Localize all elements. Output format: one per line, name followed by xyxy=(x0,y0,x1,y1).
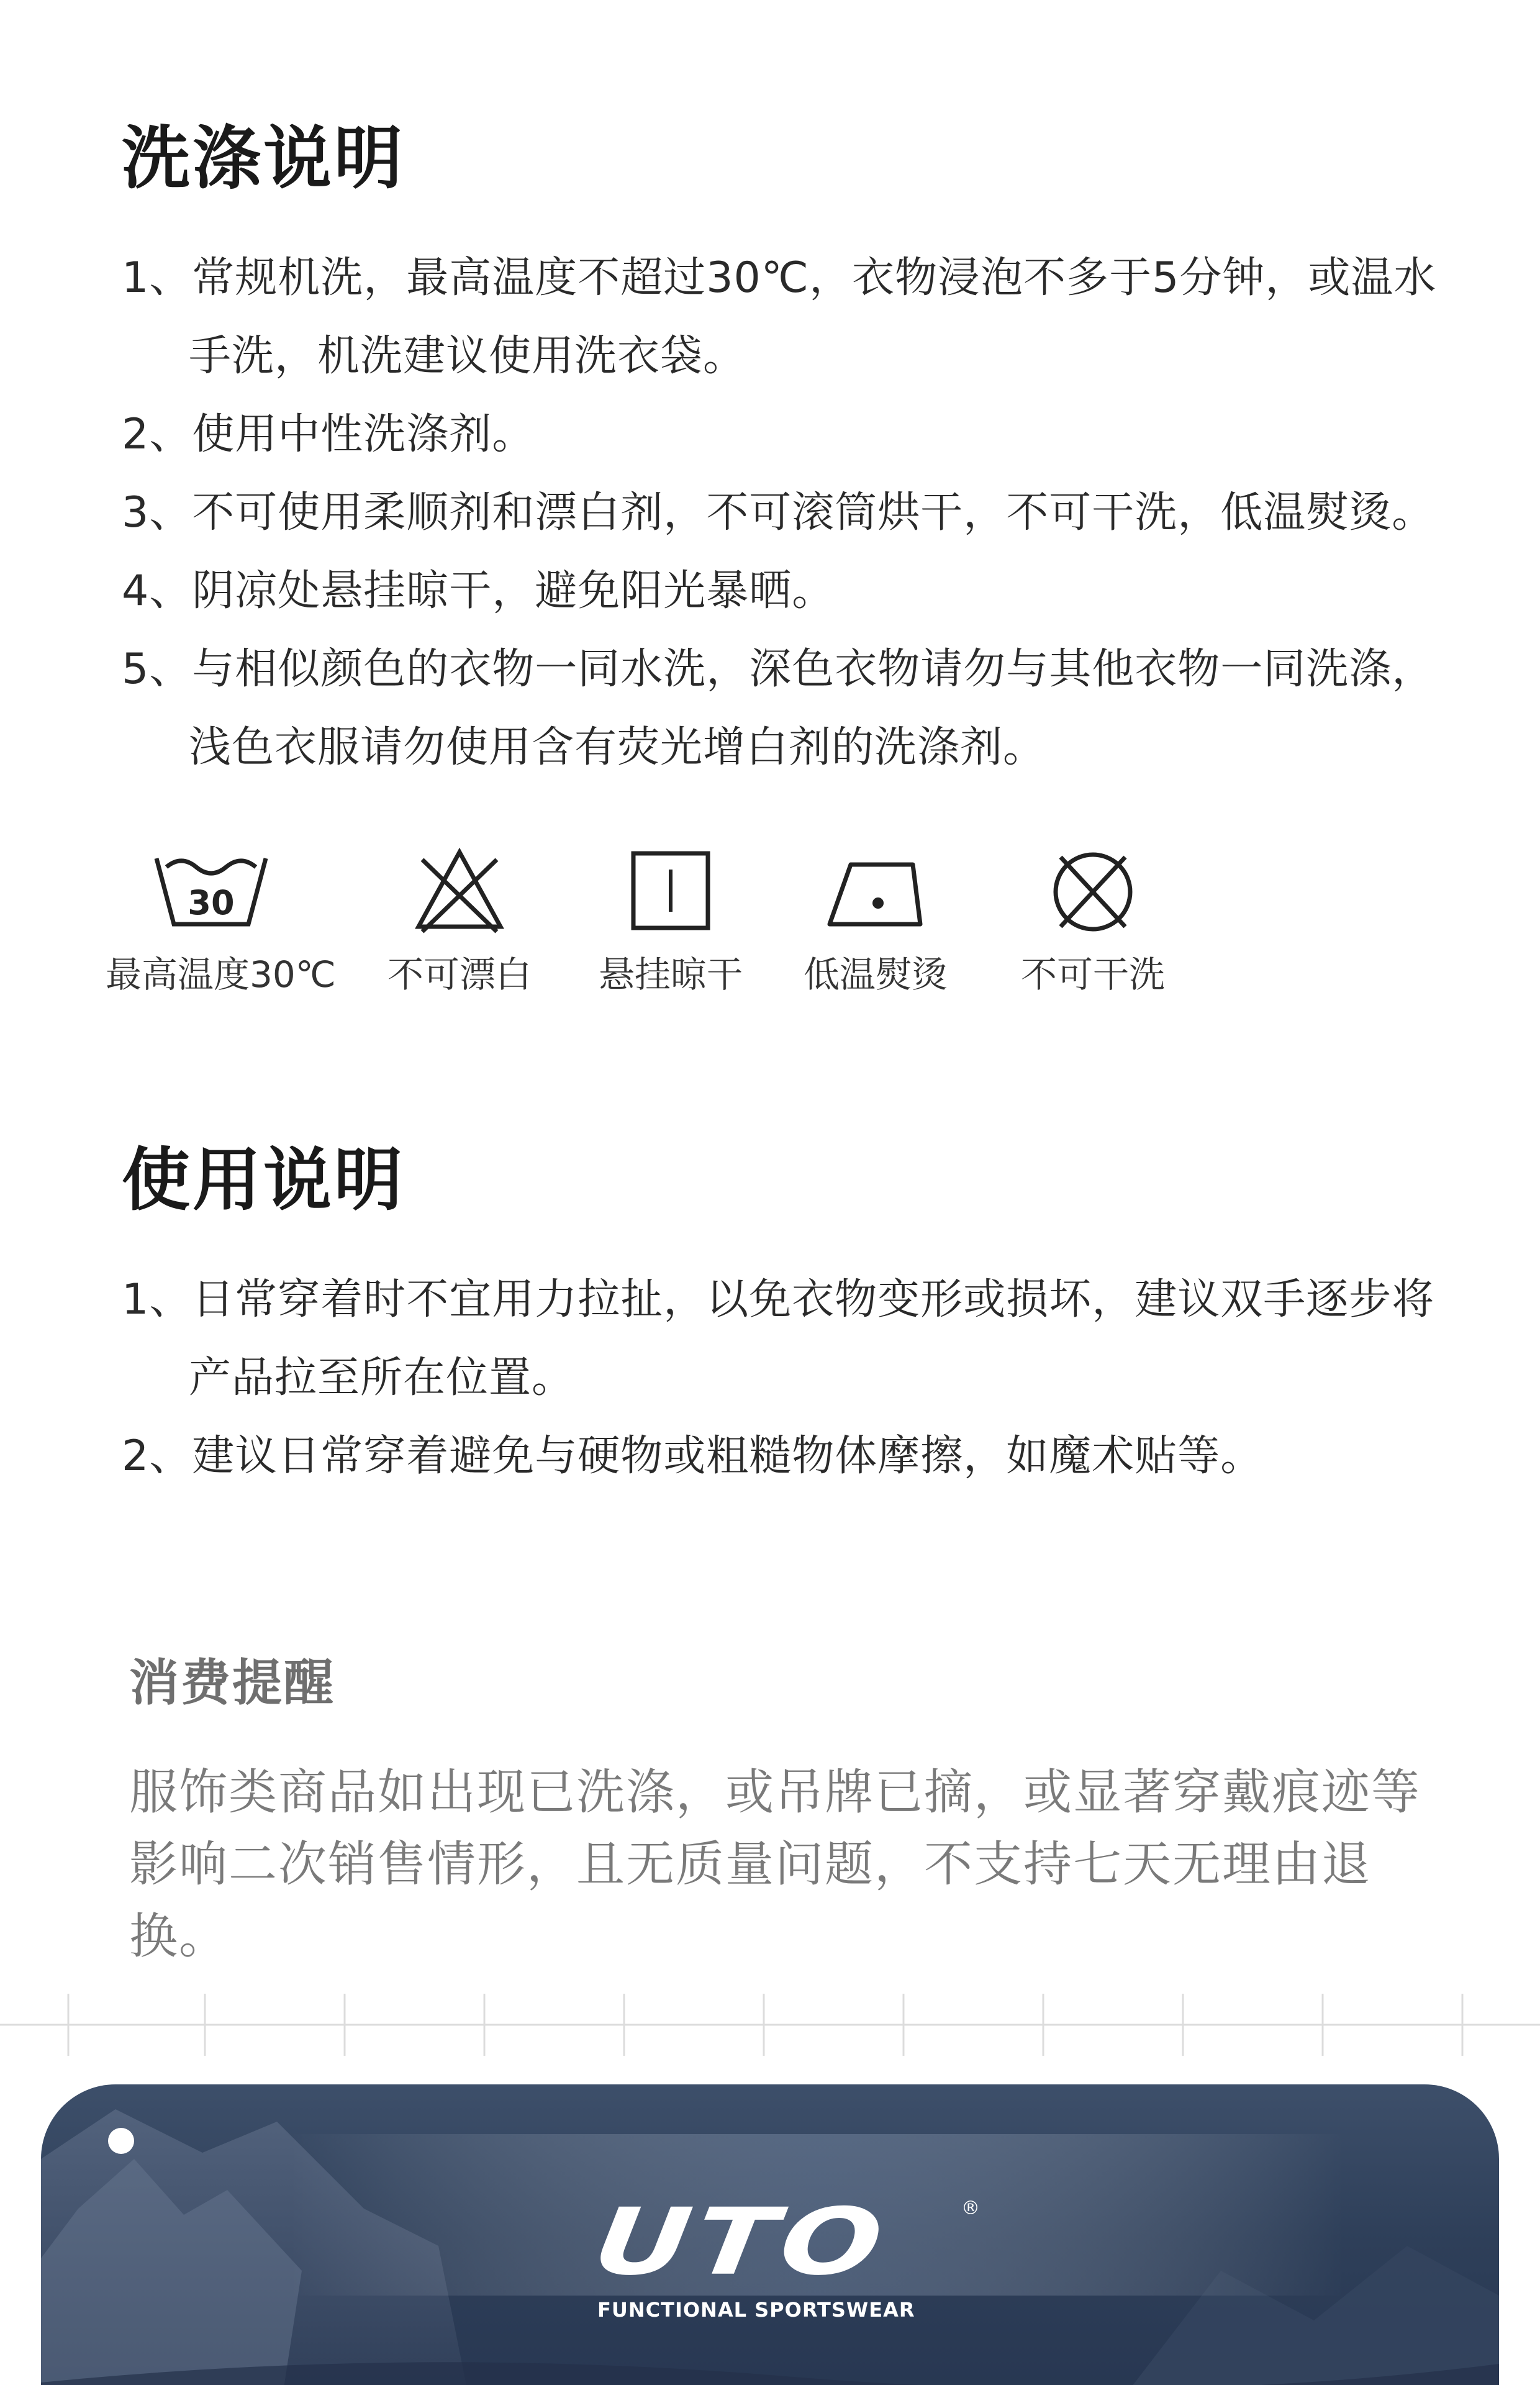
washing-instructions-list xyxy=(122,239,1457,787)
notice-text: 服饰类商品如出现已洗涤，或吊牌已摘，或显著穿戴痕迹等影响二次销售情形，且无质量问题，不支持七天无理由退换。 xyxy=(129,1765,1421,1965)
brand-tagline: FUNCTIONAL SPORTSWEAR xyxy=(597,2298,915,2322)
care-symbol-line-dry xyxy=(565,845,776,1031)
care-symbol-no-dry-clean xyxy=(987,845,1198,1031)
decorative-grid-strip xyxy=(0,1981,1540,2099)
care-label-low-iron: 低温熨烫 xyxy=(803,953,948,996)
registered-mark: ® xyxy=(961,2197,980,2219)
notice-title: 消费提醒 xyxy=(129,1654,335,1712)
brand-logo-text: UTO xyxy=(587,2188,894,2296)
no-dry-clean-icon xyxy=(1031,845,1155,938)
washing-instruction-item: 3、不可使用柔顺剂和漂白剂，不可滚筒烘干，不可干洗，低温熨烫。 xyxy=(122,488,1435,537)
brand-banner xyxy=(41,2084,1499,2385)
wash-temperature-number: 30 xyxy=(188,883,235,922)
usage-instruction-item: 1、日常穿着时不宜用力拉扯，以免衣物变形或损坏，建议双手逐步将产品拉至所在位置。 xyxy=(122,1275,1435,1402)
care-label-no-bleach: 不可漂白 xyxy=(387,953,532,996)
care-symbol-no-bleach xyxy=(354,845,565,1031)
banner-dot xyxy=(108,2128,134,2154)
washing-instruction-item: 5、与相似颜色的衣物一同水洗，深色衣物请勿与其他衣物一同洗涤，浅色衣服请勿使用含有荧光增白剂的洗涤剂。 xyxy=(122,645,1435,772)
care-label-line-dry: 悬挂晾干 xyxy=(598,953,743,996)
wash-30-icon xyxy=(149,845,273,938)
care-symbol-low-iron xyxy=(770,845,981,1031)
washing-section-title: 洗涤说明 xyxy=(122,119,405,198)
washing-instruction-item: 4、阴凉处悬挂晾干，避免阳光暴晒。 xyxy=(122,566,835,616)
usage-section-title: 使用说明 xyxy=(122,1140,405,1220)
washing-instruction-item: 2、使用中性洗涤剂。 xyxy=(122,410,535,459)
care-symbol-wash xyxy=(106,845,336,1031)
line-dry-icon xyxy=(609,845,733,938)
washing-instruction-item: 1、常规机洗，最高温度不超过30℃，衣物浸泡不多于5分钟，或温水手洗，机洗建议使用洗衣袋。 xyxy=(122,253,1437,381)
usage-instruction-item: 2、建议日常穿着避免与硬物或粗糙物体摩擦，如魔术贴等。 xyxy=(122,1432,1264,1481)
low-iron-icon xyxy=(813,845,938,938)
no-bleach-icon xyxy=(397,845,522,938)
care-label-wash: 最高温度30℃ xyxy=(106,953,336,996)
usage-instructions-list xyxy=(122,1261,1457,1496)
care-label-no-dry-clean: 不可干洗 xyxy=(1020,953,1165,996)
care-symbols-row xyxy=(106,845,1273,1031)
